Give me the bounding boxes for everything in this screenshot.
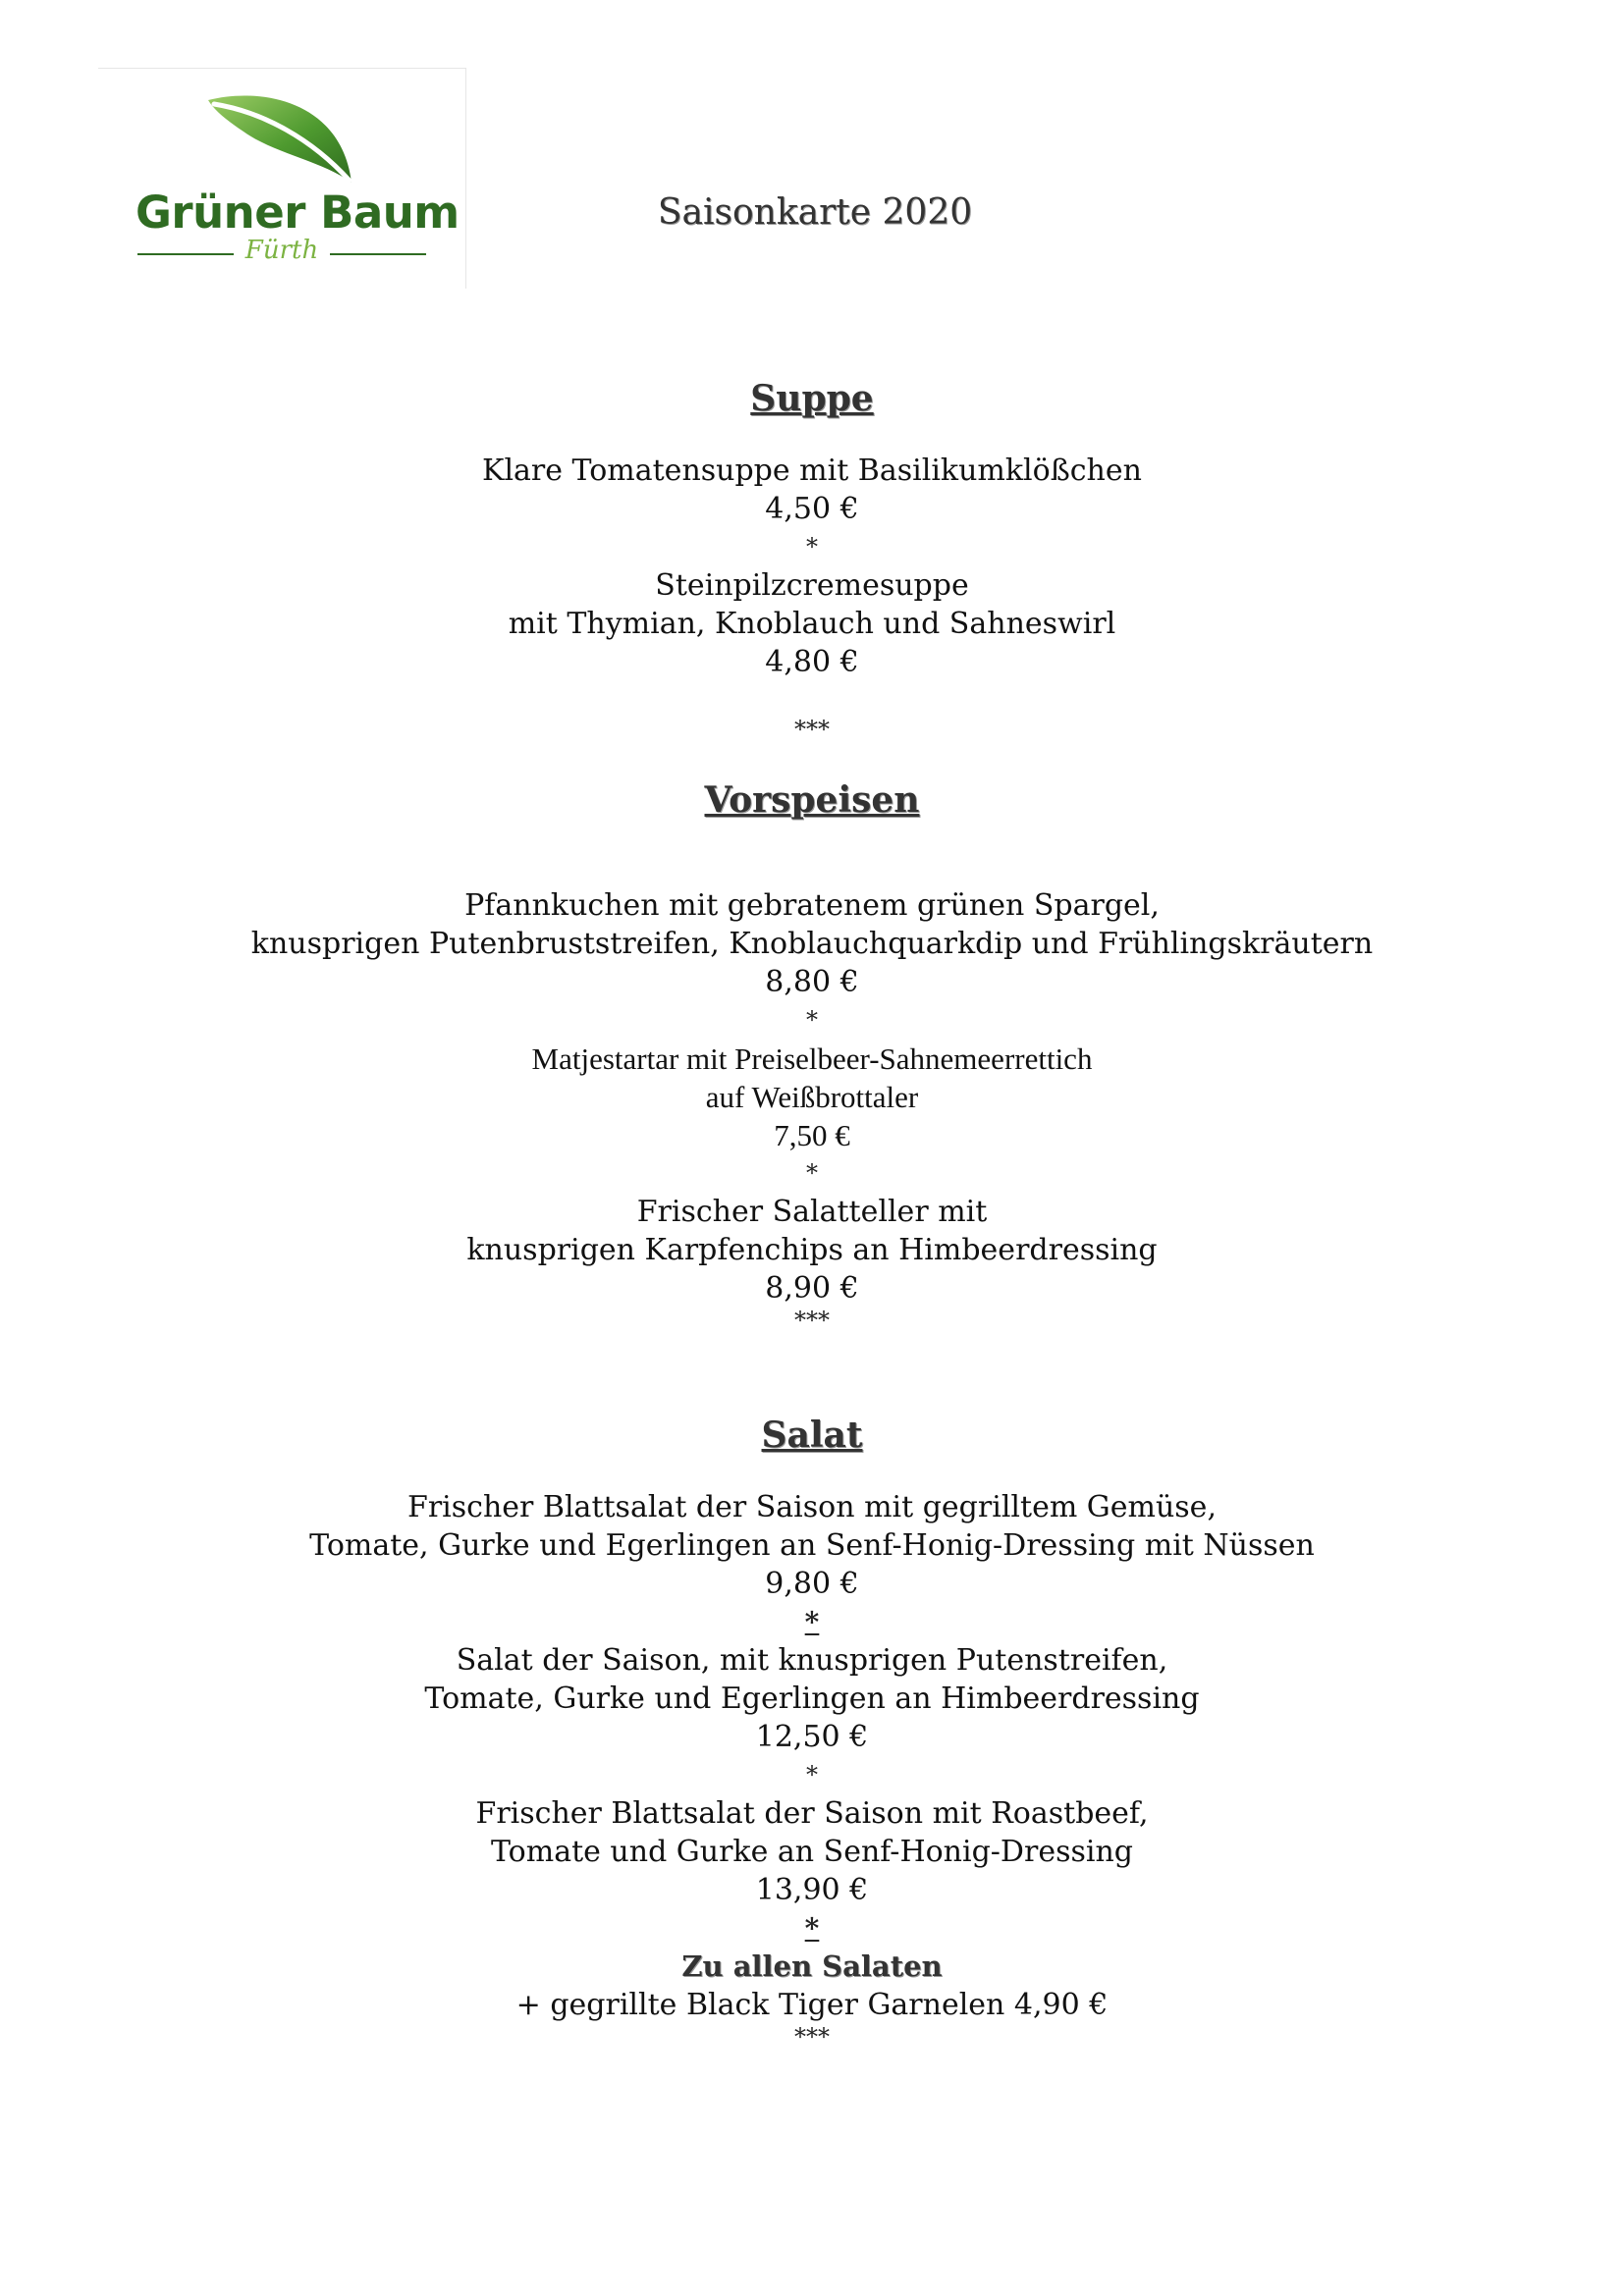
section-end-separator: ***	[794, 2023, 830, 2051]
section-heading-vorspeisen: Vorspeisen	[704, 779, 920, 821]
menu-item-text: mit Thymian, Knoblauch und Sahneswirl	[508, 607, 1116, 641]
menu-item-text: knusprigen Karpfenchips an Himbeerdressing	[466, 1233, 1158, 1267]
menu-item-text: Tomate, Gurke und Egerlingen an Himbeerdressing	[424, 1682, 1200, 1716]
menu-item-price: 7,50 €	[774, 1118, 850, 1152]
logo-subtitle: Fürth	[244, 236, 319, 265]
menu-item-text: Steinpilzcremesuppe	[655, 568, 969, 603]
menu-item-text: Matjestartar mit Preiselbeer-Sahnemeerrettich	[531, 1041, 1093, 1076]
menu-item-price: 13,90 €	[755, 1873, 869, 1907]
leaf-icon	[204, 92, 361, 190]
item-separator: *	[806, 1159, 818, 1187]
logo-divider-left	[137, 253, 234, 255]
logo-name: Grüner Baum	[135, 187, 460, 239]
section-heading-salat: Salat	[761, 1415, 863, 1456]
menu-item-text: Salat der Saison, mit knusprigen Putenstreifen,	[456, 1643, 1168, 1678]
salad-extras-line: + gegrillte Black Tiger Garnelen 4,90 €	[515, 1988, 1109, 2022]
menu-item-price: 12,50 €	[755, 1720, 869, 1754]
menu-item-price: 4,80 €	[765, 645, 859, 679]
item-separator: *	[806, 1006, 818, 1034]
menu-item-text: Frischer Blattsalat der Saison mit gegrilltem Gemüse,	[407, 1490, 1217, 1524]
logo-subtitle-row	[137, 236, 426, 271]
menu-item-price: 8,90 €	[765, 1271, 859, 1306]
item-separator: *	[804, 1606, 820, 1638]
menu-item-text: Tomate, Gurke und Egerlingen an Senf-Honig-Dressing mit Nüssen	[309, 1528, 1315, 1563]
menu-item-text: Klare Tomatensuppe mit Basilikumklößchen	[482, 454, 1142, 488]
salad-extras-heading: Zu allen Salaten	[681, 1949, 943, 1983]
section-end-separator: ***	[794, 1307, 830, 1334]
menu-item-text: Frischer Salatteller mit	[636, 1195, 988, 1229]
section-end-separator: ***	[794, 716, 830, 743]
menu-item-text: Pfannkuchen mit gebratenem grünen Spargel,	[464, 888, 1160, 923]
logo	[98, 68, 466, 289]
menu-item-text: Frischer Blattsalat der Saison mit Roastbeef,	[475, 1796, 1149, 1831]
menu-item-text: knusprigen Putenbruststreifen, Knoblauchquarkdip und Frühlingskräutern	[250, 927, 1374, 961]
menu-item-text: auf Weißbrottaler	[705, 1080, 919, 1114]
page-title: Saisonkarte 2020	[657, 192, 973, 233]
menu-item-price: 9,80 €	[765, 1567, 859, 1601]
logo-divider-right	[330, 253, 426, 255]
menu-item-price: 4,50 €	[765, 492, 859, 526]
section-heading-suppe: Suppe	[750, 378, 874, 419]
item-separator: *	[804, 1912, 820, 1945]
menu-item-text: Tomate und Gurke an Senf-Honig-Dressing	[491, 1835, 1133, 1869]
menu-item-price: 8,80 €	[765, 965, 859, 999]
item-separator: *	[806, 1761, 818, 1789]
item-separator: *	[806, 533, 818, 561]
menu-content	[0, 375, 1624, 2050]
